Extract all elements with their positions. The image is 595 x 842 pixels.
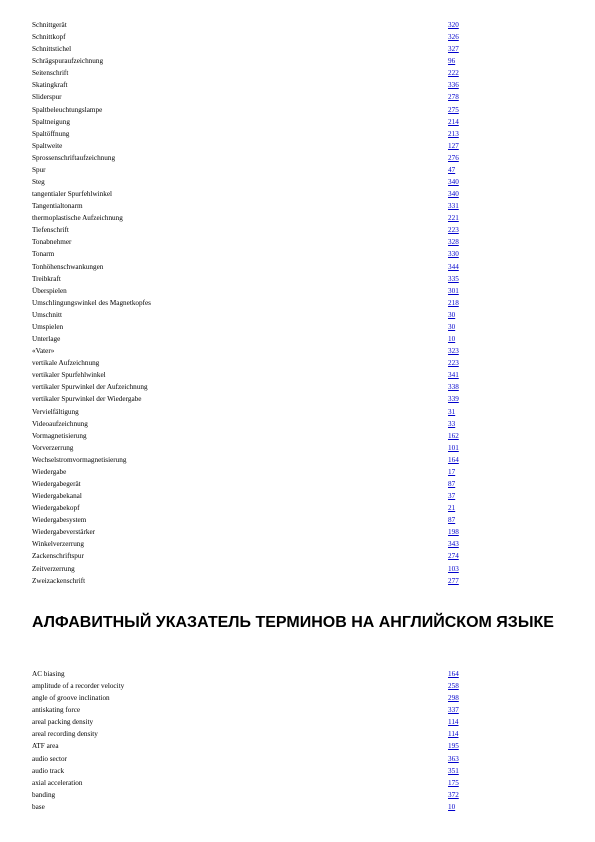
index-term: audio sector: [32, 754, 67, 763]
index-entry: [32, 309, 472, 321]
index-term: Umschnitt: [32, 310, 62, 319]
index-term: Wiedergabe: [32, 467, 67, 476]
page-number-link[interactable]: 10: [448, 335, 456, 344]
index-entry: [32, 297, 472, 309]
index-entry: [32, 357, 472, 369]
index-entry: [32, 91, 472, 103]
index-entry: [32, 152, 472, 164]
page-number-link[interactable]: 164: [448, 455, 459, 464]
index-entry: [32, 381, 472, 393]
index-entry: [32, 478, 472, 490]
index-entry: [32, 224, 472, 236]
index-term: thermoplastische Aufzeichnung: [32, 214, 123, 223]
index-term: Schnittstichel: [32, 45, 72, 54]
page-number-link[interactable]: 323: [448, 347, 459, 356]
page-number-link[interactable]: 218: [448, 298, 459, 307]
index-term: base: [32, 802, 45, 811]
index-entry: [32, 466, 472, 478]
page-number-link[interactable]: 372: [448, 790, 459, 799]
index-entry: [32, 406, 472, 418]
page-number-link[interactable]: 344: [448, 262, 459, 271]
index-entry: [32, 789, 472, 801]
page-number-link[interactable]: 343: [448, 540, 459, 549]
index-entry: [32, 668, 472, 680]
index-term: Tonarm: [32, 250, 55, 259]
page-number-link[interactable]: 87: [448, 516, 456, 525]
index-term: Tonabnehmer: [32, 238, 72, 247]
index-entry: [32, 418, 472, 430]
index-term: areal packing density: [32, 718, 94, 727]
index-entry: [32, 575, 472, 587]
page-number-link[interactable]: 278: [448, 93, 459, 102]
page-number-link[interactable]: 258: [448, 682, 459, 691]
index-entry: [32, 454, 472, 466]
index-term: Zeitverzerrung: [32, 564, 75, 573]
page-number-link[interactable]: 328: [448, 238, 459, 247]
index-term: Umschlingungswinkel des Magnetkopfes: [32, 298, 151, 307]
page-number-link[interactable]: 301: [448, 286, 459, 295]
index-entry: [32, 704, 472, 716]
page-number-link[interactable]: 214: [448, 117, 459, 126]
page-number-link[interactable]: 162: [448, 431, 459, 440]
page-number-link[interactable]: 87: [448, 479, 456, 488]
page-number-link[interactable]: 31: [448, 407, 456, 416]
index-term: Umspielen: [32, 322, 64, 331]
page-number-link[interactable]: 47: [448, 165, 456, 174]
page-number-link[interactable]: 17: [448, 467, 456, 476]
index-term: Schnittgerät: [32, 21, 67, 29]
page-number-link[interactable]: 30: [448, 322, 456, 331]
index-term: Sprossenschriftaufzeichnung: [32, 153, 116, 162]
index-term: ATF area: [32, 742, 59, 751]
page-number-link[interactable]: 331: [448, 202, 459, 211]
page-number-link[interactable]: 222: [448, 69, 459, 78]
page-number-link[interactable]: 276: [448, 153, 459, 162]
page-number-link[interactable]: 221: [448, 214, 459, 223]
page-number-link[interactable]: 339: [448, 395, 459, 404]
page-number-link[interactable]: 320: [448, 21, 459, 29]
index-entry: [32, 753, 472, 765]
page-number-link[interactable]: 101: [448, 443, 459, 452]
index-entry: [32, 692, 472, 704]
index-entry: [32, 200, 472, 212]
index-entry: [32, 345, 472, 357]
index-entry: [32, 43, 472, 55]
index-entry: [32, 369, 472, 381]
page-number-link[interactable]: 10: [448, 802, 456, 811]
index-term: Spaltbeleuchtungslampe: [32, 105, 103, 114]
index-term: Schrägspuraufzeichnung: [32, 57, 104, 66]
index-term: Tiefenschrift: [32, 226, 69, 235]
index-entry: [32, 563, 472, 575]
index-entry: [32, 116, 472, 128]
page-number-link[interactable]: 213: [448, 129, 459, 138]
german-term-index: [32, 19, 472, 587]
index-term: Tangentialtonarm: [32, 202, 83, 211]
page-number-link[interactable]: 351: [448, 766, 459, 775]
page-number-link[interactable]: 327: [448, 45, 459, 54]
page-number-link[interactable]: 103: [448, 564, 459, 573]
index-entry: [32, 67, 472, 79]
page-number-link[interactable]: 164: [448, 670, 459, 678]
page-number-link[interactable]: 335: [448, 274, 459, 283]
index-term: Vorverzerrung: [32, 443, 74, 452]
index-term: Vervielfältigung: [32, 407, 79, 416]
index-term: Wiedergabekopf: [32, 504, 80, 513]
index-term: Treibkraft: [32, 274, 61, 283]
page-number-link[interactable]: 336: [448, 81, 459, 90]
index-entry: [32, 502, 472, 514]
page-number-link[interactable]: 175: [448, 778, 459, 787]
index-term: «Vater»: [32, 347, 55, 356]
index-entry: [32, 680, 472, 692]
index-entry: [32, 716, 472, 728]
index-term: angle of groove inclination: [32, 694, 110, 703]
index-term: vertikaler Spurwinkel der Wiedergabe: [32, 395, 142, 404]
index-term: Zweizackenschrift: [32, 576, 86, 585]
page-number-link[interactable]: 96: [448, 57, 456, 66]
index-term: Steg: [32, 178, 45, 187]
index-term: Spaltöffnung: [32, 129, 70, 138]
page-number-link[interactable]: 277: [448, 576, 459, 585]
page-number-link[interactable]: 340: [448, 178, 459, 187]
page-number-link[interactable]: 337: [448, 706, 459, 715]
english-index-heading: АЛФАВИТНЫЙ УКАЗАТЕЛЬ ТЕРМИНОВ НА АНГЛИЙСКОМ ЯЗЫКЕ: [32, 614, 554, 631]
index-term: audio track: [32, 766, 65, 775]
index-term: Videoaufzeichnung: [32, 419, 88, 428]
index-term: Zackenschriftspur: [32, 552, 84, 561]
index-term: Winkelverzerrung: [32, 540, 84, 549]
index-term: Spaltweite: [32, 141, 63, 150]
index-entry: [32, 740, 472, 752]
page-number-link[interactable]: 127: [448, 141, 459, 150]
page-number-link[interactable]: 341: [448, 371, 459, 380]
index-entry: [32, 19, 472, 31]
index-entry: [32, 104, 472, 116]
index-entry: [32, 176, 472, 188]
index-entry: [32, 273, 472, 285]
page-number-link[interactable]: 340: [448, 190, 459, 199]
index-term: Wiedergabeverstärker: [32, 528, 96, 537]
index-entry: [32, 261, 472, 273]
index-term: banding: [32, 790, 56, 799]
index-entry: [32, 188, 472, 200]
page-number-link[interactable]: 338: [448, 383, 459, 392]
index-entry: [32, 393, 472, 405]
index-term: vertikaler Spurwinkel der Aufzeichnung: [32, 383, 148, 392]
index-term: Spur: [32, 165, 46, 174]
index-term: Schnittkopf: [32, 33, 66, 42]
page-number-link[interactable]: 363: [448, 754, 459, 763]
index-term: Sliderspur: [32, 93, 62, 102]
index-entry: [32, 765, 472, 777]
index-term: AC biasing: [32, 670, 65, 678]
index-entry: [32, 550, 472, 562]
page-number-link[interactable]: 330: [448, 250, 459, 259]
page-number-link[interactable]: 223: [448, 359, 459, 368]
index-term: Seitenschrift: [32, 69, 69, 78]
index-term: Skatingkraft: [32, 81, 68, 90]
index-term: Wiedergabesystem: [32, 516, 87, 525]
index-entry: [32, 728, 472, 740]
page-number-link[interactable]: 198: [448, 528, 459, 537]
index-entry: [32, 430, 472, 442]
page-number-link[interactable]: 326: [448, 33, 459, 42]
index-entry: [32, 140, 472, 152]
page-number-link[interactable]: 37: [448, 492, 456, 501]
index-term: vertikale Aufzeichnung: [32, 359, 100, 368]
page-number-link[interactable]: 30: [448, 310, 456, 319]
index-term: Überspielen: [32, 286, 67, 295]
index-term: Vormagnetisierung: [32, 431, 87, 440]
index-entry: [32, 285, 472, 297]
page-number-link[interactable]: 114: [448, 730, 459, 739]
index-term: antiskating force: [32, 706, 81, 715]
index-entry: [32, 248, 472, 260]
page-number-link[interactable]: 223: [448, 226, 459, 235]
index-term: Spaltneigung: [32, 117, 70, 126]
index-term: tangentialer Spurfehlwinkel: [32, 190, 113, 199]
index-entry: [32, 321, 472, 333]
index-term: vertikaler Spurfehlwinkel: [32, 371, 106, 380]
index-entry: [32, 212, 472, 224]
index-term: areal recording density: [32, 730, 98, 739]
index-entry: [32, 442, 472, 454]
index-entry: [32, 538, 472, 550]
page-number-link[interactable]: 114: [448, 718, 459, 727]
page-number-link[interactable]: 275: [448, 105, 459, 114]
page-number-link[interactable]: 33: [448, 419, 456, 428]
index-entry: [32, 79, 472, 91]
index-term: Unterlage: [32, 335, 61, 344]
index-entry: [32, 777, 472, 789]
index-entry: [32, 801, 472, 813]
index-entry: [32, 333, 472, 345]
index-term: Wechselstromvormagnetisierung: [32, 455, 127, 464]
index-entry: [32, 526, 472, 538]
index-entry: [32, 490, 472, 502]
index-term: Wiedergabekanal: [32, 492, 82, 501]
page-number-link[interactable]: 21: [448, 504, 456, 513]
index-term: amplitude of a recorder velocity: [32, 682, 125, 691]
page-number-link[interactable]: 298: [448, 694, 459, 703]
index-entry: [32, 164, 472, 176]
index-entry: [32, 236, 472, 248]
index-entry: [32, 31, 472, 43]
index-term: axial acceleration: [32, 778, 83, 787]
index-entry: [32, 55, 472, 67]
index-entry: [32, 514, 472, 526]
page-number-link[interactable]: 195: [448, 742, 459, 751]
index-entry: [32, 128, 472, 140]
page-number-link[interactable]: 274: [448, 552, 459, 561]
english-term-index: [32, 668, 472, 813]
index-term: Wiedergabegerät: [32, 479, 81, 488]
index-term: Tonhöhenschwankungen: [32, 262, 104, 271]
